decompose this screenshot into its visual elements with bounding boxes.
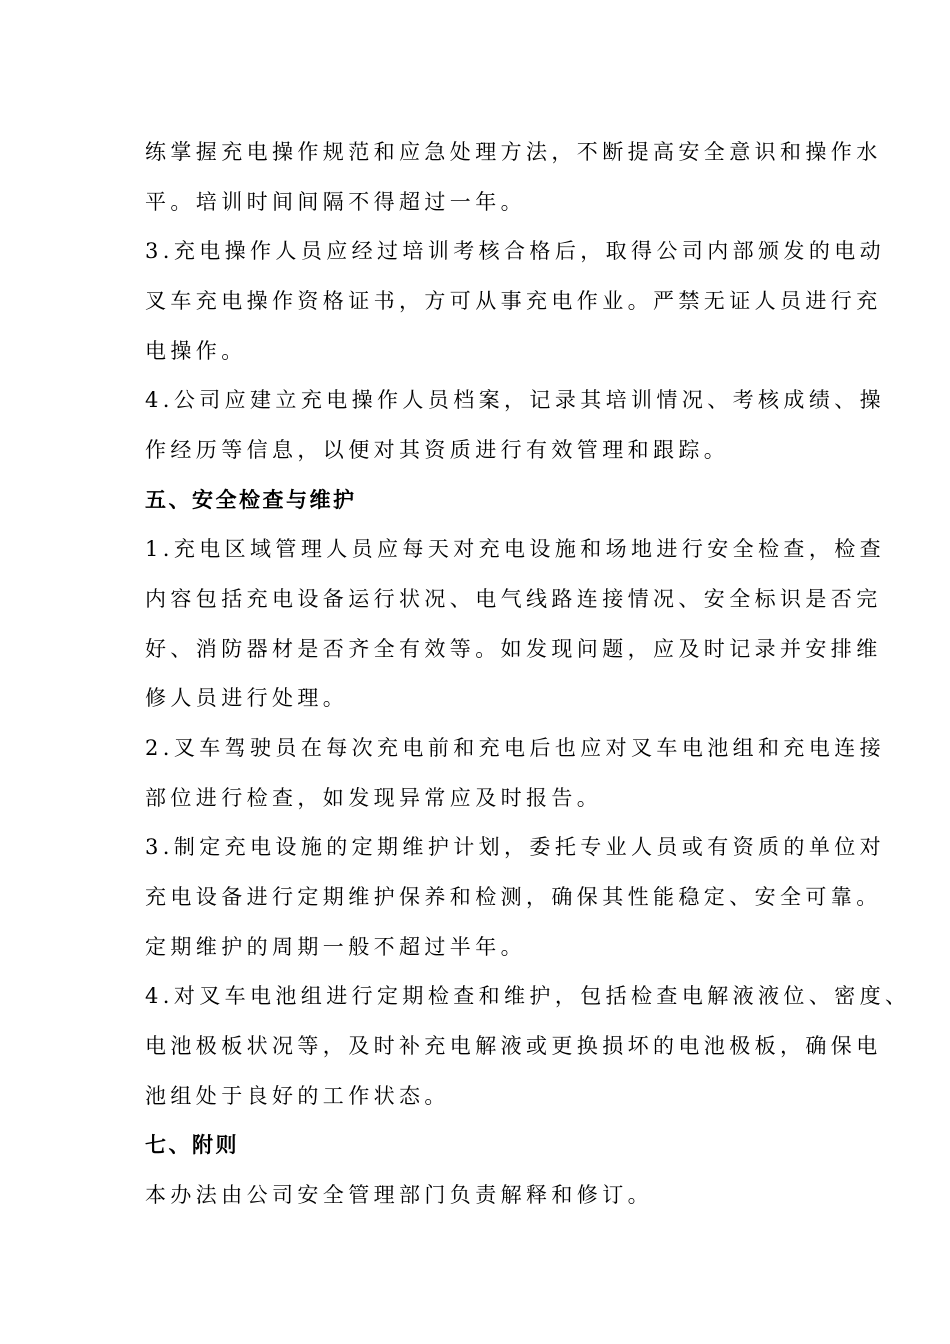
paragraph-line: 4.公司应建立充电操作人员档案，记录其培训情况、考核成绩、操	[145, 388, 886, 412]
paragraph-line: 练掌握充电操作规范和应急处理方法，不断提高安全意识和操作水	[145, 140, 882, 164]
paragraph-line: 定期维护的周期一般不超过半年。	[145, 935, 526, 959]
paragraph-line: 平。培训时间间隔不得超过一年。	[145, 190, 526, 214]
paragraph-line: 3.充电操作人员应经过培训考核合格后，取得公司内部颁发的电动	[145, 239, 886, 263]
paragraph-line: 4.对叉车电池组进行定期检查和维护，包括检查电解液液位、密度、	[145, 984, 911, 1008]
section-heading: 七、附则	[145, 1133, 239, 1157]
paragraph-line: 2.叉车驾驶员在每次充电前和充电后也应对叉车电池组和充电连接	[145, 736, 886, 760]
paragraph-line: 修人员进行处理。	[145, 686, 349, 710]
paragraph-line: 充电设备进行定期维护保养和检测，确保其性能稳定、安全可靠。	[145, 885, 882, 909]
paragraph-line: 本办法由公司安全管理部门负责解释和修订。	[145, 1183, 653, 1207]
paragraph-line: 1.充电区域管理人员应每天对充电设施和场地进行安全检查，检查	[145, 537, 886, 561]
section-heading: 五、安全检查与维护	[145, 488, 357, 512]
paragraph-line: 电池极板状况等，及时补充电解液或更换损坏的电池极板，确保电	[145, 1034, 882, 1058]
paragraph-line: 部位进行检查，如发现异常应及时报告。	[145, 786, 603, 810]
paragraph-line: 池组处于良好的工作状态。	[145, 1084, 450, 1108]
paragraph-line: 电操作。	[145, 339, 247, 363]
paragraph-line: 好、消防器材是否齐全有效等。如发现问题，应及时记录并安排维	[145, 637, 882, 661]
paragraph-line: 内容包括充电设备运行状况、电气线路连接情况、安全标识是否完	[145, 587, 882, 611]
paragraph-line: 作经历等信息，以便对其资质进行有效管理和跟踪。	[145, 438, 730, 462]
paragraph-line: 叉车充电操作资格证书，方可从事充电作业。严禁无证人员进行充	[145, 289, 882, 313]
paragraph-line: 3.制定充电设施的定期维护计划，委托专业人员或有资质的单位对	[145, 835, 886, 859]
